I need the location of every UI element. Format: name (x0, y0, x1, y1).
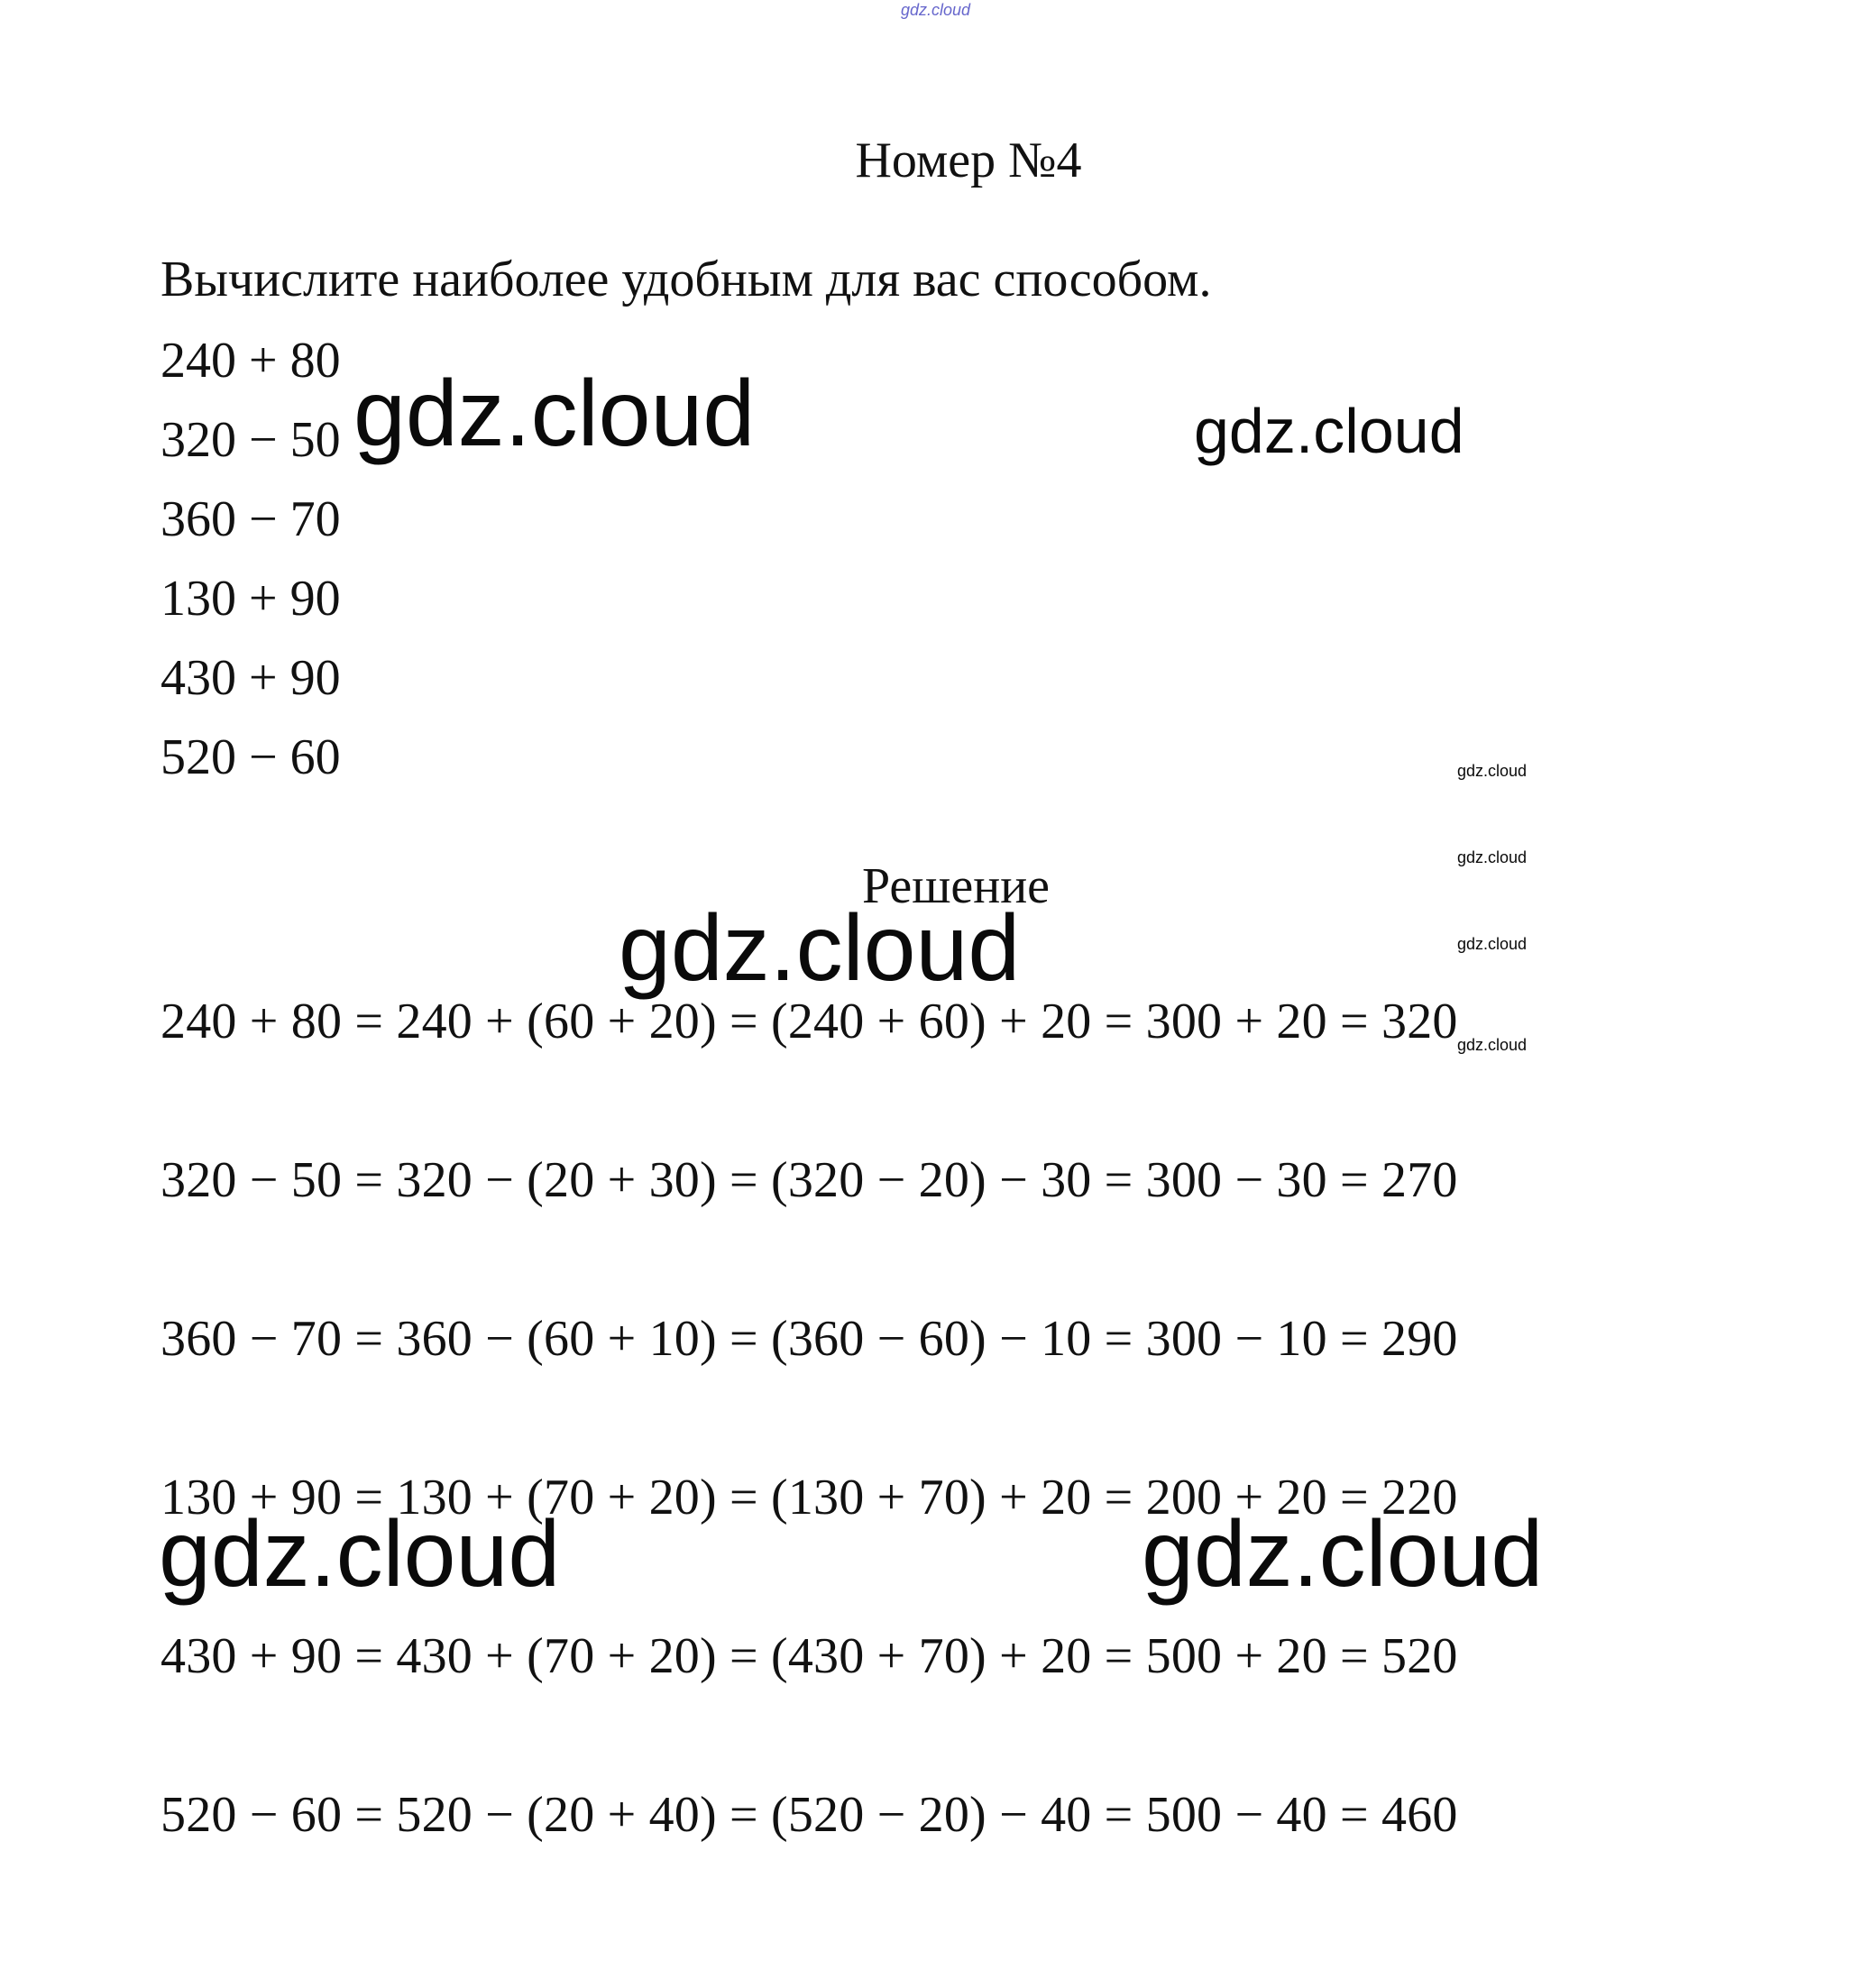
watermark: gdz.cloud (1194, 396, 1464, 466)
page-title: Номер №4 (855, 133, 1082, 188)
watermark: gdz.cloud (1142, 1502, 1544, 1607)
watermark: gdz.cloud (1457, 848, 1528, 866)
solution-line: 240 + 80 = 240 + (60 + 20) = (240 + 60) + 20 = 300 + 20 = 320 (161, 994, 1458, 1049)
solution-list (161, 996, 1458, 1948)
task-expression-list (161, 335, 341, 811)
task-expression: 430 + 90 (161, 650, 341, 706)
task-expression: 130 + 90 (161, 571, 341, 627)
watermark: gdz.cloud (353, 362, 756, 466)
task-expression: 320 − 50 (161, 412, 341, 468)
task-expression: 520 − 60 (161, 729, 341, 785)
solution-title: Решение (861, 858, 1051, 914)
solution-line: 320 − 50 = 320 − (20 + 30) = (320 − 20) − 30 = 300 − 30 = 270 (161, 1152, 1458, 1208)
watermark: gdz.cloud (1457, 762, 1528, 780)
task-expression: 360 − 70 (161, 491, 341, 547)
watermark: gdz.cloud (1457, 1036, 1528, 1054)
watermark: gdz.cloud (619, 896, 1021, 1001)
task-expression: 240 + 80 (161, 333, 341, 389)
top-watermark: gdz.cloud (901, 1, 971, 19)
watermark: gdz.cloud (159, 1502, 561, 1607)
watermark: gdz.cloud (1457, 935, 1528, 953)
solution-line: 430 + 90 = 430 + (70 + 20) = (430 + 70) + 20 = 500 + 20 = 520 (161, 1628, 1458, 1684)
solution-line: 520 − 60 = 520 − (20 + 40) = (520 − 20) − 40 = 500 − 40 = 460 (161, 1787, 1458, 1843)
solution-line: 360 − 70 = 360 − (60 + 10) = (360 − 60) − 10 = 300 − 10 = 290 (161, 1311, 1458, 1367)
solution-line: 130 + 90 = 130 + (70 + 20) = (130 + 70) + 20 = 200 + 20 = 220 (161, 1470, 1458, 1525)
task-prompt: Вычислите наиболее удобным для вас способом. (161, 252, 1212, 307)
